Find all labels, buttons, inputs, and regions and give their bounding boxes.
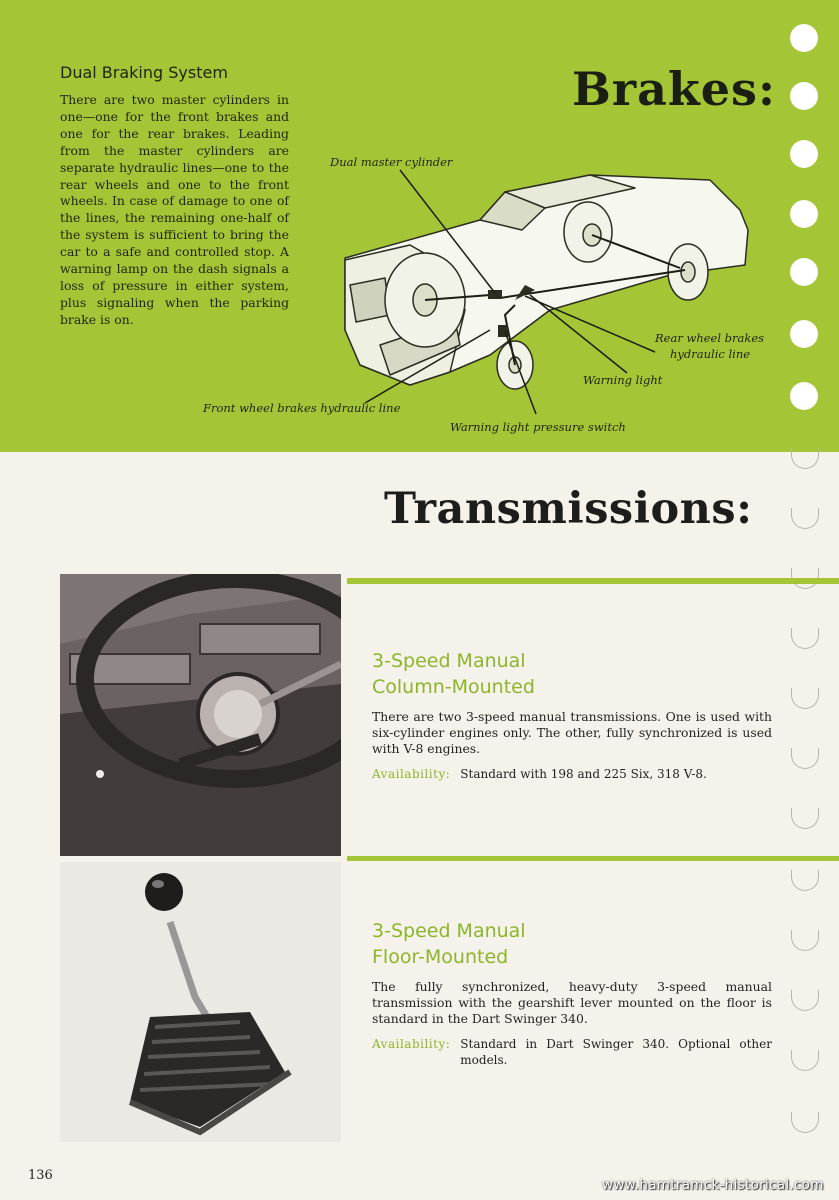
- floor-mounted-title: [372, 918, 526, 970]
- binder-hole: [791, 748, 819, 769]
- binder-hole: [791, 808, 819, 829]
- steering-column-photo: [60, 574, 341, 856]
- binder-holes: [788, 0, 839, 1200]
- binder-hole: [791, 870, 819, 891]
- transmissions-heading: Transmissions:: [384, 484, 753, 534]
- binder-hole: [790, 200, 818, 228]
- binder-hole: [790, 140, 818, 168]
- floor-shifter-photo: [60, 862, 341, 1142]
- binder-hole: [790, 82, 818, 110]
- label-dual-master-cylinder: Dual master cylinder: [330, 155, 453, 169]
- binder-hole: [790, 24, 818, 52]
- floor-availability-text: Standard in Dart Swinger 340. Optional other models.: [460, 1037, 772, 1067]
- watermark: www.hamtramck-historical.com: [602, 1177, 824, 1193]
- column-availability: [372, 767, 772, 783]
- label-warning-light: Warning light: [583, 373, 663, 387]
- floor-availability: [372, 1037, 772, 1068]
- dual-braking-body: There are two master cylinders in one—one for the front brakes and one for the rear brakes. Leading from the master cylinders are separate hydraulic lines—one to the rear wheels and one to the front wheels. In case of damage to one of the lines, the remaining one-half of the system is sufficient to bring the car to a safe and controlled stop. A warning lamp on the dash signals a loss of pressure in either system, plus signaling when the parking brake is on.: [60, 92, 289, 327]
- brakes-heading: Brakes:: [572, 62, 776, 116]
- page-number: 136: [28, 1168, 53, 1183]
- floor-title-line2: Floor-Mounted: [372, 946, 509, 968]
- label-front-wheel-brakes: Front wheel brakes hydraulic line: [203, 401, 401, 415]
- label-rear-wheel-brakes: Rear wheel brakes: [655, 331, 765, 345]
- binder-hole: [790, 320, 818, 348]
- column-availability-text: Standard with 198 and 225 Six, 318 V-8.: [460, 767, 707, 781]
- section-divider: [347, 578, 839, 584]
- binder-hole: [791, 930, 819, 951]
- binder-hole: [790, 258, 818, 286]
- column-availability-label: Availability:: [372, 767, 451, 781]
- binder-hole: [791, 1050, 819, 1071]
- floor-availability-label: Availability:: [372, 1037, 451, 1051]
- binder-hole: [791, 1112, 819, 1133]
- floor-mounted-body: The fully synchronized, heavy-duty 3-speed manual transmission with the gearshift lever mounted on the floor is standard in the Dart Swinger 340.: [372, 979, 772, 1026]
- floor-title-line1: 3-Speed Manual: [372, 920, 526, 942]
- column-mounted-title: [372, 648, 535, 700]
- column-title-line2: Column-Mounted: [372, 676, 535, 698]
- binder-hole: [791, 688, 819, 709]
- label-warning-light-pressure-switch: Warning light pressure switch: [450, 420, 626, 434]
- label-rear-wheel-hydraulic-line: hydraulic line: [670, 347, 751, 361]
- column-title-line1: 3-Speed Manual: [372, 650, 526, 672]
- binder-hole: [791, 628, 819, 649]
- binder-hole: [790, 382, 818, 410]
- dual-braking-title: Dual Braking System: [60, 63, 228, 82]
- binder-hole: [791, 448, 819, 469]
- binder-hole: [791, 508, 819, 529]
- binder-hole: [791, 990, 819, 1011]
- column-mounted-body: There are two 3-speed manual transmissions. One is used with six-cylinder engines only. The other, fully synchronized is used with V-8 engines.: [372, 709, 772, 756]
- section-divider: [347, 856, 839, 861]
